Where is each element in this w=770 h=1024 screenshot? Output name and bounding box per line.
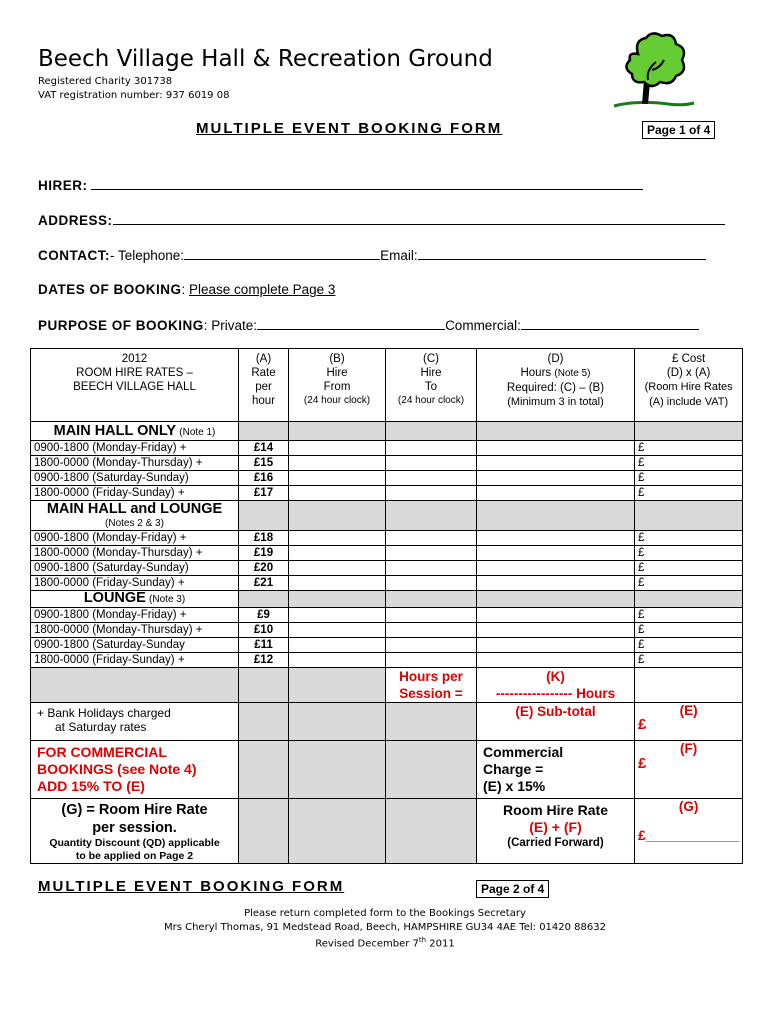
footer-address: Mrs Cheryl Thomas, 91 Medstead Road, Beech, HAMPSHIRE GU34 4AE Tel: 01420 88632 [163, 922, 606, 933]
rate-label: 0900-1800 (Saturday-Sunday) [31, 561, 239, 576]
g-label: (G) [678, 799, 699, 814]
telephone-input-line[interactable] [184, 247, 380, 260]
header-a-1: (A) [255, 353, 272, 365]
dates-instruction: Please complete Page 3 [189, 282, 336, 297]
cost-cell[interactable]: £ [635, 531, 743, 546]
page2-form-title: MULTIPLE EVENT BOOKING FORM [38, 878, 345, 895]
hours-cell[interactable] [477, 608, 635, 623]
hours-per-session-label [386, 668, 477, 703]
table-header-row [31, 349, 743, 422]
commercial-pound: £ [638, 755, 647, 772]
hours-cell[interactable] [477, 486, 635, 501]
room-hire-rate-label [477, 799, 635, 864]
grey-cell [386, 703, 477, 741]
dates-label: DATES OF BOOKING [38, 282, 182, 297]
section-main-hall-note: (Note 1) [179, 427, 216, 438]
rate-label: 1800-0000 (Friday-Sunday) + [31, 653, 239, 668]
subtotal-row [31, 703, 743, 741]
section-row-lounge [31, 591, 743, 608]
rate-label: 0900-1800 (Saturday-Sunday [31, 638, 239, 653]
grey-cell [386, 799, 477, 864]
k-label: (K) [546, 669, 565, 684]
header-c-4: (24 hour clock) [397, 395, 465, 406]
g-definition [31, 799, 239, 864]
header-d-note: (Note 5) [554, 368, 591, 379]
room-hire-rates-table [30, 348, 743, 864]
section-main-hall-lounge-label: MAIN HALL and LOUNGE [46, 501, 223, 517]
rate-value: £21 [239, 576, 289, 591]
vat-number: VAT registration number: 937 6019 08 [38, 90, 230, 101]
rate-value: £12 [239, 653, 289, 668]
cost-cell[interactable]: £ [635, 546, 743, 561]
tree-logo-icon [608, 30, 698, 116]
section-row-main-hall [31, 422, 743, 441]
dates-field: DATES OF BOOKING: Please complete Page 3 [38, 282, 336, 297]
hall-title: Beech Village Hall & Recreation Ground [38, 46, 493, 72]
hours-cell[interactable] [477, 638, 635, 653]
k-hours: ----------------- Hours [495, 686, 616, 701]
header-b-3: From [323, 381, 351, 393]
rhr-line2: (E) + (F) [529, 819, 582, 835]
hire-to-cell[interactable] [386, 441, 477, 456]
section-main-hall-lounge-note: (Notes 2 & 3) [105, 518, 164, 529]
page2-indicator: Page 2 of 4 [476, 880, 549, 898]
commercial-row [31, 741, 743, 799]
commercial-charge-line2: Charge = [483, 761, 544, 777]
rate-label: 1800-0000 (Monday-Thursday) + [31, 546, 239, 561]
footer-revised-b: 2011 [426, 938, 455, 950]
rate-label: 0900-1800 (Monday-Friday) + [31, 531, 239, 546]
hire-from-cell[interactable] [289, 561, 386, 576]
grey-cell [289, 422, 386, 441]
header-col-d [477, 349, 635, 422]
rate-label: 0900-1800 (Saturday-Sunday) [31, 471, 239, 486]
footer-revised-a: Revised December 7 [315, 938, 419, 950]
qd-line1: Quantity Discount (QD) applicable [49, 837, 220, 849]
g-line2: per session. [92, 820, 177, 836]
grey-cell [386, 741, 477, 799]
e-label: (E) [679, 703, 698, 718]
rate-label: 1800-0000 (Friday-Sunday) + [31, 486, 239, 501]
hours-per-session-value[interactable] [477, 668, 635, 703]
header-a-4: hour [251, 395, 276, 407]
grey-cell [635, 501, 743, 531]
subtotal-cost[interactable] [635, 703, 743, 741]
hire-from-cell[interactable] [289, 638, 386, 653]
rate-label: 1800-0000 (Friday-Sunday) + [31, 576, 239, 591]
table-row [31, 638, 743, 653]
hire-to-cell[interactable] [386, 471, 477, 486]
hire-from-cell[interactable] [289, 531, 386, 546]
rate-value: £10 [239, 623, 289, 638]
hirer-input-line[interactable] [91, 177, 643, 190]
header-e-3: (Room Hire Rates [644, 381, 733, 393]
rate-value: £14 [239, 441, 289, 456]
grey-cell [239, 741, 289, 799]
hours-cell[interactable] [477, 623, 635, 638]
table-row [31, 623, 743, 638]
hours-per-line1: Hours per [399, 669, 463, 684]
empty-cell [635, 668, 743, 703]
table-row [31, 546, 743, 561]
hours-cell[interactable] [477, 576, 635, 591]
rate-value: £11 [239, 638, 289, 653]
rate-value: £16 [239, 471, 289, 486]
cost-cell[interactable]: £ [635, 441, 743, 456]
rate-label: 1800-0000 (Monday-Thursday) + [31, 623, 239, 638]
header-e-2: (D) x (A) [666, 367, 711, 379]
grey-cell [635, 422, 743, 441]
hire-to-cell[interactable] [386, 561, 477, 576]
grey-cell [386, 591, 477, 608]
header-a-3: per [255, 381, 272, 393]
telephone-label: - Telephone: [110, 248, 185, 263]
hire-to-cell[interactable] [386, 486, 477, 501]
rate-label: 0900-1800 (Monday-Friday) + [31, 608, 239, 623]
grey-cell [289, 799, 386, 864]
table-row [31, 576, 743, 591]
email-label: Email: [380, 248, 418, 263]
hours-cell[interactable] [477, 546, 635, 561]
rate-label: 1800-0000 (Monday-Thursday) + [31, 456, 239, 471]
section-lounge-label: LOUNGE [83, 590, 146, 606]
header-b-2: Hire [326, 367, 348, 379]
header-e-4: (A) include VAT) [649, 396, 729, 408]
header-rates-line2: BEECH VILLAGE HALL [73, 381, 196, 393]
grey-cell [239, 501, 289, 531]
grey-cell [239, 703, 289, 741]
hire-from-cell[interactable] [289, 471, 386, 486]
cost-cell[interactable]: £ [635, 653, 743, 668]
hire-to-cell[interactable] [386, 653, 477, 668]
cost-cell[interactable]: £ [635, 623, 743, 638]
commercial-input-line[interactable] [521, 317, 699, 330]
charity-number: Registered Charity 301738 [38, 76, 173, 87]
hours-per-line2: Session = [399, 686, 463, 701]
footer-revised-sup: th [418, 936, 427, 944]
cost-cell[interactable]: £ [635, 471, 743, 486]
header-c-2: Hire [420, 367, 442, 379]
commercial-line1: FOR COMMERCIAL [37, 744, 167, 760]
hire-from-cell[interactable] [289, 546, 386, 561]
table-row [31, 608, 743, 623]
cost-cell[interactable]: £ [635, 561, 743, 576]
hire-from-cell[interactable] [289, 653, 386, 668]
hire-to-cell[interactable] [386, 546, 477, 561]
hire-to-cell[interactable] [386, 623, 477, 638]
header-c-1: (C) [423, 353, 439, 365]
form-title: MULTIPLE EVENT BOOKING FORM [196, 120, 503, 137]
grey-cell [239, 591, 289, 608]
grey-cell [31, 668, 239, 703]
room-hire-rate-row [31, 799, 743, 864]
contact-label: CONTACT: [38, 248, 110, 263]
rate-value: £15 [239, 456, 289, 471]
grey-cell [477, 591, 635, 608]
commercial-charge-line1: Commercial [483, 744, 564, 760]
grey-cell [386, 501, 477, 531]
header-c-3: To [424, 381, 438, 393]
rate-label: 0900-1800 (Monday-Friday) + [31, 441, 239, 456]
purpose-label: PURPOSE OF BOOKING [38, 318, 204, 333]
header-d-3: Required: (C) – (B) [506, 382, 605, 394]
rate-value: £20 [239, 561, 289, 576]
table-row [31, 486, 743, 501]
header-rates [31, 349, 239, 422]
section-lounge [31, 591, 239, 608]
rate-value: £18 [239, 531, 289, 546]
grey-cell [239, 799, 289, 864]
grey-cell [386, 422, 477, 441]
cost-cell[interactable]: £ [635, 456, 743, 471]
hours-per-session-row [31, 668, 743, 703]
grey-cell [477, 501, 635, 531]
private-label: : Private: [203, 318, 258, 333]
cost-cell[interactable]: £ [635, 608, 743, 623]
header-col-a [239, 349, 289, 422]
grey-cell [289, 703, 386, 741]
commercial-charge-cost[interactable] [635, 741, 743, 799]
address-field[interactable] [38, 212, 725, 228]
bank-holiday-line1: + Bank Holidays charged [37, 706, 171, 720]
table-row [31, 471, 743, 486]
cost-cell[interactable]: £ [635, 486, 743, 501]
address-input-line[interactable] [113, 212, 725, 225]
qd-line2: to be applied on Page 2 [75, 850, 194, 862]
g-line1: (G) = Room Hire Rate [61, 802, 208, 818]
section-lounge-note: (Note 3) [149, 594, 186, 605]
header-d-4: (Minimum 3 in total) [507, 396, 604, 408]
commercial-charge-line3: (E) x 15% [483, 778, 546, 794]
header-rates-line1: ROOM HIRE RATES – [76, 367, 193, 379]
header-e-1: £ Cost [671, 353, 706, 365]
private-input-line[interactable] [257, 317, 445, 330]
grey-cell [477, 422, 635, 441]
hours-cell[interactable] [477, 471, 635, 486]
rate-value: £17 [239, 486, 289, 501]
header-b-4: (24 hour clock) [303, 395, 371, 406]
hire-from-cell[interactable] [289, 608, 386, 623]
hirer-field[interactable] [38, 177, 643, 193]
grey-cell [289, 741, 386, 799]
rhr-line3: (Carried Forward) [507, 837, 604, 849]
bank-holiday-note [31, 703, 239, 741]
header-col-c [386, 349, 477, 422]
grey-cell [289, 501, 386, 531]
table-row [31, 456, 743, 471]
footer-revised [0, 936, 770, 949]
grey-cell [239, 422, 289, 441]
hire-from-cell[interactable] [289, 456, 386, 471]
address-label: ADDRESS: [38, 213, 113, 228]
hire-from-cell[interactable] [289, 576, 386, 591]
hire-to-cell[interactable] [386, 576, 477, 591]
header-d-1: (D) [547, 353, 564, 365]
commercial-label: Commercial: [445, 318, 521, 333]
room-hire-rate-cost[interactable] [635, 799, 743, 864]
bank-holiday-line2: at Saturday rates [55, 720, 147, 734]
commercial-line2: BOOKINGS (see Note 4) [37, 761, 197, 777]
subtotal-label: (E) Sub-total [477, 703, 635, 741]
hire-from-cell[interactable] [289, 486, 386, 501]
hours-cell[interactable] [477, 561, 635, 576]
purpose-field[interactable] [38, 317, 699, 333]
rate-value: £19 [239, 546, 289, 561]
hire-to-cell[interactable] [386, 456, 477, 471]
rhr-line1: Room Hire Rate [502, 802, 609, 818]
header-col-b [289, 349, 386, 422]
header-a-2: Rate [251, 367, 276, 379]
header-col-e [635, 349, 743, 422]
section-main-hall-lounge [31, 501, 239, 531]
page-indicator: Page 1 of 4 [642, 121, 715, 139]
cost-cell[interactable]: £ [635, 638, 743, 653]
footer-return-note: Please return completed form to the Bookings Secretary [244, 908, 526, 919]
email-input-line[interactable] [418, 247, 706, 260]
g-pound: £____________ [638, 827, 740, 843]
section-main-hall [31, 422, 239, 441]
grey-cell [239, 668, 289, 703]
rate-value: £9 [239, 608, 289, 623]
section-row-main-hall-lounge [31, 501, 743, 531]
hire-to-cell[interactable] [386, 531, 477, 546]
table-row [31, 441, 743, 456]
hours-cell[interactable] [477, 531, 635, 546]
f-label: (F) [679, 741, 698, 756]
hire-to-cell[interactable] [386, 608, 477, 623]
hire-from-cell[interactable] [289, 623, 386, 638]
section-main-hall-label: MAIN HALL ONLY [53, 423, 177, 439]
hire-to-cell[interactable] [386, 638, 477, 653]
header-d-2: Hours [520, 367, 552, 379]
table-row [31, 531, 743, 546]
grey-cell [289, 591, 386, 608]
commercial-note [31, 741, 239, 799]
hirer-label: HIRER: [38, 178, 88, 193]
cost-cell[interactable]: £ [635, 576, 743, 591]
commercial-line3: ADD 15% TO (E) [37, 778, 145, 794]
header-b-1: (B) [329, 353, 345, 365]
hours-cell[interactable] [477, 456, 635, 471]
table-row [31, 561, 743, 576]
header-year: 2012 [121, 353, 148, 365]
commercial-charge-label [477, 741, 635, 799]
hire-from-cell[interactable] [289, 441, 386, 456]
hours-cell[interactable] [477, 653, 635, 668]
contact-field[interactable] [38, 247, 706, 263]
grey-cell [635, 591, 743, 608]
grey-cell [289, 668, 386, 703]
hours-cell[interactable] [477, 441, 635, 456]
subtotal-pound: £ [638, 716, 647, 733]
table-row [31, 653, 743, 668]
